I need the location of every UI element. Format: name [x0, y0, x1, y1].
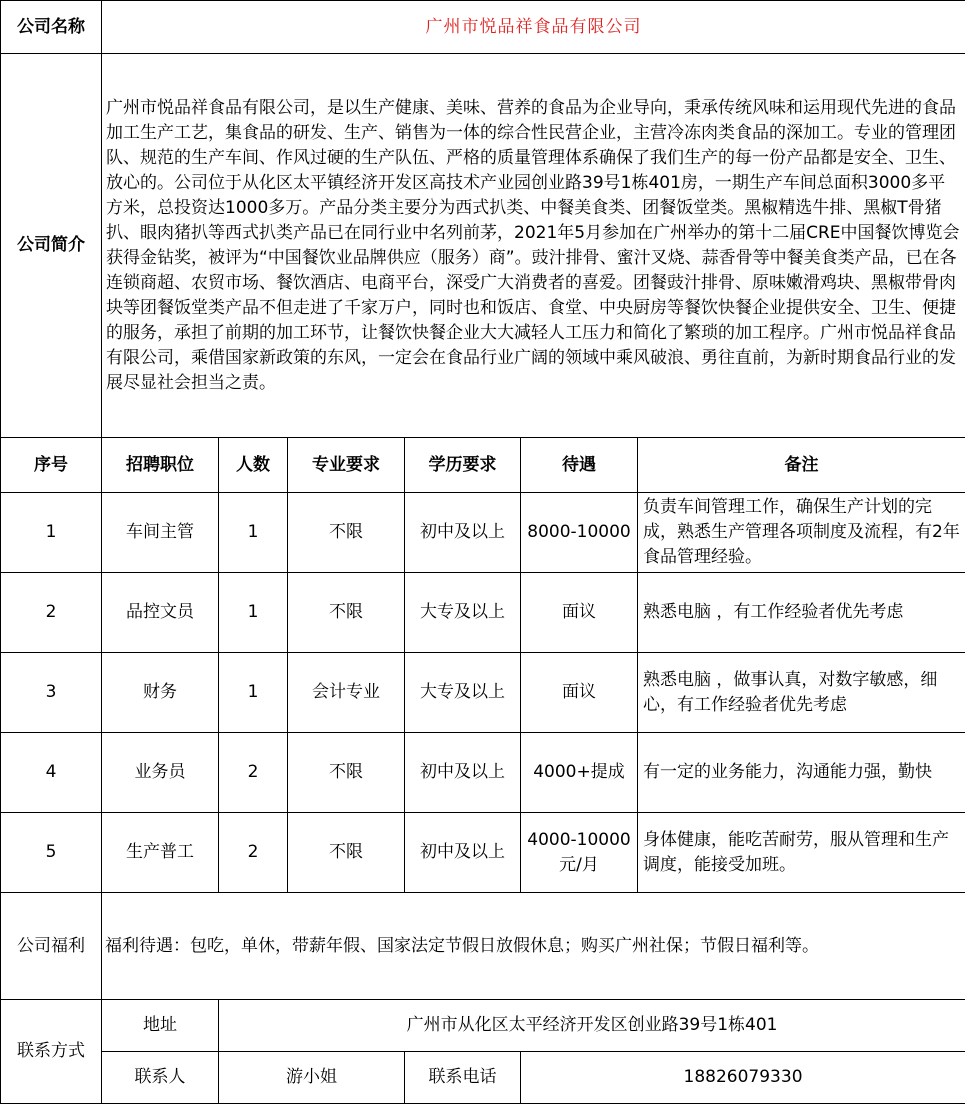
- contact-person-row: [1, 1052, 965, 1104]
- col-header-count: 人数: [219, 438, 288, 493]
- person-value: 游小姐: [219, 1052, 405, 1104]
- job-no: 5: [1, 813, 102, 893]
- job-count: 2: [219, 733, 288, 813]
- intro-row: [1, 54, 965, 438]
- col-header-note: 备注: [638, 438, 965, 493]
- col-header-title: 招聘职位: [102, 438, 219, 493]
- job-note: 有一定的业务能力，沟通能力强，勤快: [638, 733, 965, 813]
- table-row: [1, 813, 965, 893]
- phone-label: 联系电话: [405, 1052, 521, 1104]
- job-edu: 初中及以上: [405, 493, 521, 573]
- table-row: [1, 573, 965, 653]
- job-major: 不限: [288, 493, 405, 573]
- col-header-edu: 学历要求: [405, 438, 521, 493]
- company-name-label: 公司名称: [1, 1, 102, 54]
- table-row: [1, 493, 965, 573]
- job-title: 品控文员: [102, 573, 219, 653]
- person-label: 联系人: [102, 1052, 219, 1104]
- job-edu: 初中及以上: [405, 813, 521, 893]
- job-edu: 大专及以上: [405, 573, 521, 653]
- table-row: [1, 653, 965, 733]
- address-value: 广州市从化区太平经济开发区创业路39号1栋401: [219, 1000, 965, 1052]
- job-pay: 8000-10000: [521, 493, 638, 573]
- jobs-header-row: [1, 438, 965, 493]
- benefits-row: [1, 893, 965, 1000]
- benefits-label: 公司福利: [1, 893, 102, 1000]
- benefits-text: 福利待遇：包吃，单休，带薪年假、国家法定节假日放假休息；购买广州社保；节假日福利等。: [102, 893, 965, 1000]
- job-no: 4: [1, 733, 102, 813]
- job-major: 不限: [288, 813, 405, 893]
- job-pay: 4000+提成: [521, 733, 638, 813]
- job-major: 不限: [288, 573, 405, 653]
- job-no: 3: [1, 653, 102, 733]
- job-title: 车间主管: [102, 493, 219, 573]
- col-header-no: 序号: [1, 438, 102, 493]
- job-count: 2: [219, 813, 288, 893]
- job-major: 会计专业: [288, 653, 405, 733]
- intro-text: 广州市悦品祥食品有限公司，是以生产健康、美味、营养的食品为企业导向，秉承传统风味和运用现代先进的食品加工生产工艺，集食品的研发、生产、销售为一体的综合性民营企业，主营冷冻肉类食品的深加工。专业的管理团队、规范的生产车间、作风过硬的生产队伍、严格的质量管理体系确保了我们生产的每一份产品都是安全、卫生、放心的。公司位于从化区太平镇经济开发区高技术产业园创业路39号1栋401房，一期生产车间总面积3000多平方米，总投资达1000多万。产品分类主要分为西式扒类、中餐美食类、团餐饭堂类。黑椒精选牛排、黑椒T骨猪扒、眼肉猪扒等西式扒类产品已在同行业中名列前茅，2021年5月参加在广州举办的第十二届CRE中国餐饮博览会获得金钻奖，被评为“中国餐饮业品牌供应（服务）商”。豉汁排骨、蜜汁叉烧、蒜香骨等中餐美食类产品，已在各连锁商超、农贸市场、餐饮酒店、电商平台，深受广大消费者的喜爱。团餐豉汁排骨、原味嫩滑鸡块、黑椒带骨肉块等团餐饭堂类产品不但走进了千家万户，同时也和饭店、食堂、中央厨房等餐饮快餐企业提供安全、卫生、便捷的服务，承担了前期的加工环节，让餐饮快餐企业大大减轻人工压力和简化了繁琐的加工程序。广州市悦品祥食品有限公司，乘借国家新政策的东风，一定会在食品行业广阔的领域中乘风破浪、勇往直前，为新时期食品行业的发展尽显社会担当之责。: [102, 54, 965, 438]
- intro-label: 公司简介: [1, 54, 102, 438]
- address-label: 地址: [102, 1000, 219, 1052]
- col-header-pay: 待遇: [521, 438, 638, 493]
- job-no: 1: [1, 493, 102, 573]
- job-note: 熟悉电脑 ，做事认真，对数字敏感，细心，有工作经验者优先考虑: [638, 653, 965, 733]
- job-pay: 面议: [521, 573, 638, 653]
- job-count: 1: [219, 573, 288, 653]
- company-name: 广州市悦品祥食品有限公司: [102, 1, 965, 54]
- job-major: 不限: [288, 733, 405, 813]
- job-edu: 初中及以上: [405, 733, 521, 813]
- phone-value: 18826079330: [521, 1052, 965, 1104]
- job-pay: 4000-10000元/月: [521, 813, 638, 893]
- table-row: [1, 733, 965, 813]
- job-title: 财务: [102, 653, 219, 733]
- col-header-major: 专业要求: [288, 438, 405, 493]
- job-note: 负责车间管理工作，确保生产计划的完成，熟悉生产管理各项制度及流程，有2年食品管理经验。: [638, 493, 965, 573]
- company-name-row: [1, 1, 965, 54]
- job-count: 1: [219, 493, 288, 573]
- job-title: 业务员: [102, 733, 219, 813]
- job-edu: 大专及以上: [405, 653, 521, 733]
- job-title: 生产普工: [102, 813, 219, 893]
- job-note: 身体健康，能吃苦耐劳，服从管理和生产调度，能接受加班。: [638, 813, 965, 893]
- job-note: 熟悉电脑 ，有工作经验者优先考虑: [638, 573, 965, 653]
- contact-address-row: [1, 1000, 965, 1052]
- job-pay: 面议: [521, 653, 638, 733]
- job-no: 2: [1, 573, 102, 653]
- job-count: 1: [219, 653, 288, 733]
- contact-label: 联系方式: [1, 1000, 102, 1104]
